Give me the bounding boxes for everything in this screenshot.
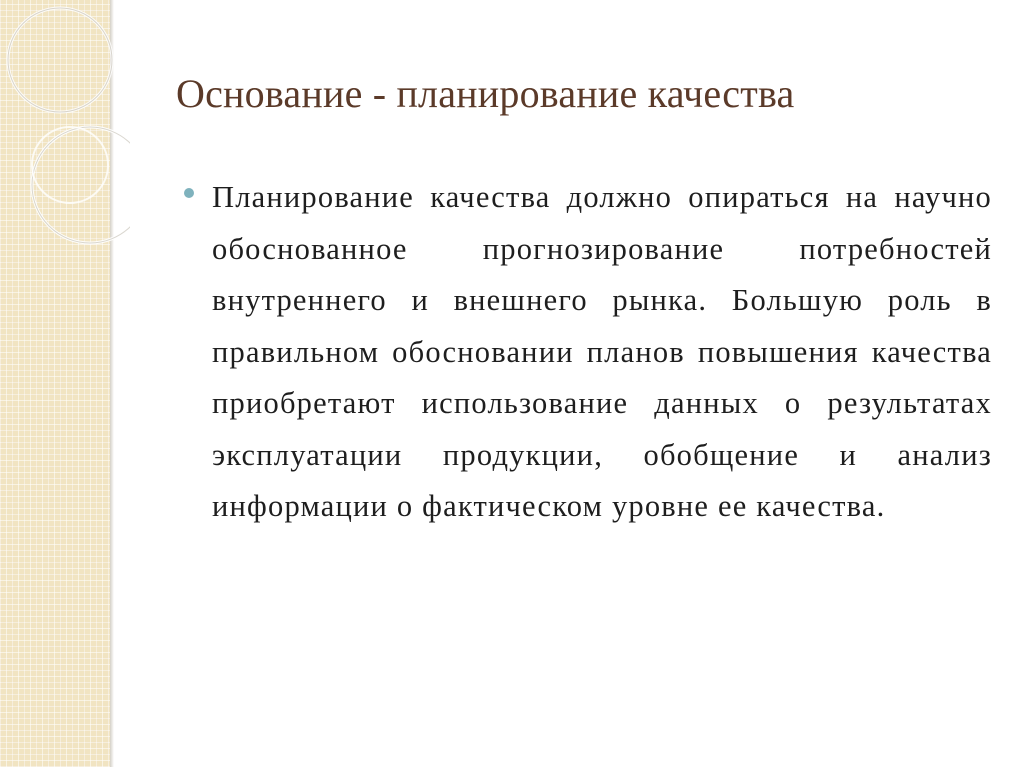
decorative-rings-icon (0, 0, 130, 260)
slide-content (176, 172, 996, 533)
bullet-item (176, 172, 996, 533)
bullet-dot-icon (184, 188, 194, 198)
slide-title: Основание - планирование качества (176, 71, 795, 116)
bullet-text: Планирование качества должно опираться на научно обоснованное прогнозирование потребностей внутреннего и внешнего рынка. Большую роль в правильном обосновании планов повышения качества приобретают использование данных о результатах эксплуатации продукции, обобщение и анализ информации о фактическом уровне ее качества. (212, 180, 992, 523)
